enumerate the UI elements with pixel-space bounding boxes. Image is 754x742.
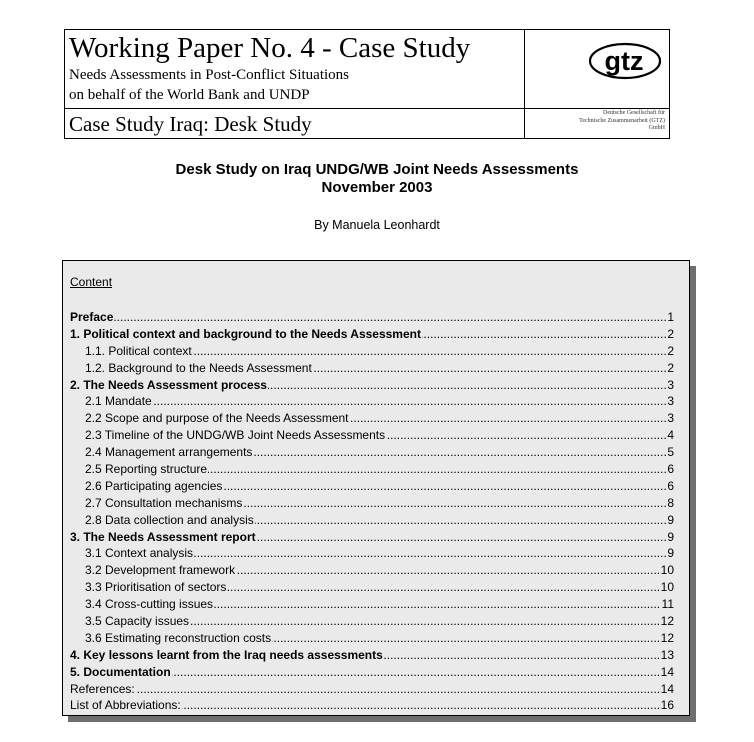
toc-entry-page: 5 (667, 445, 674, 460)
toc-entry-page: 12 (660, 614, 674, 629)
toc-entry-page: 9 (667, 512, 674, 527)
toc-entry[interactable] (70, 495, 674, 512)
toc-entry-title: 4. Key lessons learnt from the Iraq needs assessments (70, 647, 383, 662)
org-name-line3: GmbH (648, 125, 665, 131)
toc-entry-title: 3.1 Context analysis (70, 546, 194, 560)
toc-entry[interactable] (70, 343, 674, 360)
toc-entry-title: References: (70, 681, 135, 696)
gtz-logo-icon (587, 40, 663, 80)
toc-entry-page: 9 (667, 529, 674, 544)
toc-entry[interactable] (70, 478, 674, 495)
toc-entry-title: List of Abbreviations: (70, 698, 181, 713)
toc-entry-page: 2 (667, 343, 674, 358)
toc-entry-title: 2.6 Participating agencies (70, 479, 223, 493)
toc-entry-title: 3.6 Estimating reconstruction costs (70, 631, 272, 645)
header-left-cell (65, 30, 525, 138)
toc-entry-page: 11 (661, 597, 674, 612)
table-of-contents (62, 260, 690, 716)
toc-entry-title: 3.2 Development framework (70, 563, 236, 577)
document-title: Desk Study on Iraq UNDG/WB Joint Needs Assessments (175, 161, 579, 178)
toc-entry-title: 2.1 Mandate (70, 394, 153, 408)
org-name-line2: Technische Zusammenarbeit (GTZ) (579, 117, 665, 124)
toc-entry[interactable] (70, 410, 674, 427)
toc-entry-page: 10 (660, 580, 674, 595)
toc-entry-page: 4 (667, 428, 674, 443)
toc-entry[interactable] (70, 360, 674, 377)
toc-entry-page: 2 (667, 326, 674, 341)
toc-entry-page: 6 (667, 462, 674, 477)
toc-entry-page: 16 (660, 698, 674, 713)
toc-list (70, 309, 674, 714)
author-byline: By Manuela Leonhardt (314, 218, 440, 232)
toc-entry-title: 2.7 Consultation mechanisms (70, 496, 243, 510)
organization-name (527, 110, 665, 133)
toc-entry-page: 8 (667, 495, 674, 510)
toc-entry[interactable] (70, 579, 674, 596)
working-paper-subtitle-line2: on behalf of the World Bank and UNDP (69, 87, 310, 103)
toc-entry-title: 2.3 Timeline of the UNDG/WB Joint Needs Assessments (70, 428, 386, 442)
toc-entry[interactable] (70, 309, 674, 326)
toc-entry-page: 10 (660, 563, 674, 578)
toc-entry-title: Preface (70, 310, 114, 324)
toc-heading: Content (70, 275, 113, 289)
toc-entry-page: 13 (660, 647, 674, 662)
toc-entry[interactable] (70, 647, 674, 664)
toc-entry[interactable] (70, 613, 674, 630)
working-paper-subtitle-line1: Needs Assessments in Post-Conflict Situations (69, 67, 350, 83)
document-date: November 2003 (321, 179, 433, 196)
toc-leader-dots (70, 309, 674, 326)
header-box (64, 29, 670, 139)
toc-entry-title: 1. Political context and background to the Needs Assessment (70, 326, 421, 341)
toc-entry-page: 9 (667, 546, 674, 561)
toc-entry[interactable] (70, 545, 674, 562)
toc-entry[interactable] (70, 630, 674, 647)
toc-entry[interactable] (70, 562, 674, 579)
toc-entry[interactable] (70, 596, 674, 613)
working-paper-title: Working Paper No. 4 - Case Study (69, 32, 471, 64)
toc-entry-page: 14 (660, 681, 674, 696)
toc-entry-title: 2. The Needs Assessment process (70, 377, 267, 392)
toc-entry-page: 2 (667, 360, 674, 375)
toc-entry-title: 3.4 Cross-cutting issues (70, 597, 214, 611)
toc-entry-title: 3.5 Capacity issues (70, 614, 190, 628)
org-name-line1: Deutsche Gesellschaft für (603, 110, 665, 116)
toc-entry-page: 14 (660, 664, 674, 679)
header-right-cell (525, 30, 669, 138)
toc-entry[interactable] (70, 393, 674, 410)
toc-entry[interactable] (70, 697, 674, 714)
gtz-logo-text: gtz (604, 46, 644, 76)
header-divider (65, 108, 669, 109)
toc-entry[interactable] (70, 326, 674, 343)
toc-entry-page: 3 (667, 377, 674, 392)
toc-entry-title: 2.2 Scope and purpose of the Needs Assessment (70, 411, 350, 425)
toc-entry-title: 2.5 Reporting structure (70, 462, 208, 476)
toc-entry[interactable] (70, 444, 674, 461)
toc-entry[interactable] (70, 681, 674, 698)
toc-entry-page: 1 (667, 310, 674, 324)
toc-entry-page: 3 (667, 411, 674, 426)
toc-entry-page: 12 (660, 630, 674, 645)
toc-entry-title: 2.4 Management arrangements (70, 445, 253, 459)
toc-entry-title: 1.1. Political context (70, 344, 193, 358)
toc-entry[interactable] (70, 377, 674, 394)
toc-entry-title: 3.3 Prioritisation of sectors (70, 580, 227, 594)
toc-leader-dots (70, 681, 674, 698)
case-study-title: Case Study Iraq: Desk Study (69, 112, 312, 136)
toc-entry[interactable] (70, 461, 674, 478)
toc-entry-page: 6 (667, 478, 674, 493)
toc-entry-title: 1.2. Background to the Needs Assessment (70, 361, 313, 375)
toc-entry-title: 3. The Needs Assessment report (70, 529, 256, 544)
toc-entry[interactable] (70, 664, 674, 681)
toc-entry[interactable] (70, 529, 674, 546)
toc-entry-title: 2.8 Data collection and analysis (70, 513, 255, 527)
toc-entry-title: 5. Documentation (70, 664, 171, 679)
toc-entry-page: 3 (667, 394, 674, 409)
toc-leader-dots (70, 393, 674, 410)
toc-entry[interactable] (70, 427, 674, 444)
toc-entry[interactable] (70, 512, 674, 529)
